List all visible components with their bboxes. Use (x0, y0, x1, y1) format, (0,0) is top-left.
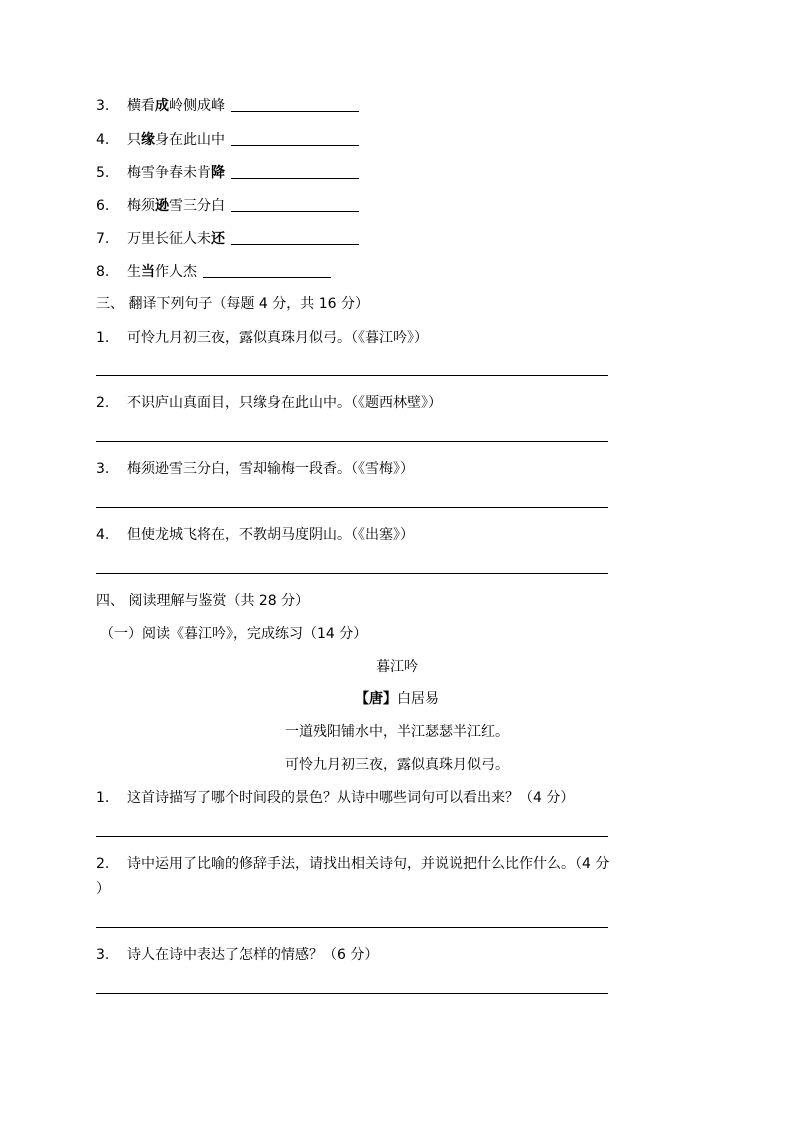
section-title: 三、 翻译下列句子（每题 4 分，共 16 分） (96, 296, 369, 312)
item-number: 6. (96, 198, 110, 214)
subsection-title: （一）阅读《暮江吟》，完成练习（14 分） (100, 626, 368, 642)
poem-title: 暮江吟 (376, 659, 418, 675)
item-text: 不识庐山真面目，只缘身在此山中。（《题西林壁》） (127, 395, 442, 411)
item-text: 但使龙城飞将在，不教胡马度阴山。（《出塞》） (127, 527, 414, 543)
answer-blank[interactable] (231, 164, 359, 179)
answer-blank[interactable] (231, 131, 359, 146)
item-text: 梅须逊雪三分白 (127, 196, 359, 216)
item-number: 2. (96, 856, 110, 872)
item-number: 2. (96, 395, 110, 411)
item-text: 诗人在诗中表达了怎样的情感？（6 分） (127, 947, 379, 963)
item-number: 3. (96, 947, 110, 963)
item-number: 1. (96, 790, 110, 806)
key-char: 当 (141, 264, 155, 280)
answer-line[interactable] (96, 927, 608, 928)
section-title: 四、 阅读理解与鉴赏（共 28 分） (96, 593, 310, 609)
answer-line[interactable] (96, 507, 608, 508)
item-text: 万里长征人未还 (127, 229, 359, 249)
item-text: 诗中运用了比喻的修辞手法，请找出相关诗句，并说说把什么比作什么。（4 分 (127, 856, 610, 872)
item-number: 8. (96, 264, 110, 280)
item-text: 这首诗描写了哪个时间段的景色？从诗中哪些词句可以看出来？（4 分） (127, 790, 575, 806)
answer-blank[interactable] (231, 97, 359, 112)
item-number: 4. (96, 527, 110, 543)
item-text: 梅雪争春未肯降 (127, 163, 359, 183)
answer-line[interactable] (96, 441, 608, 442)
key-char: 还 (211, 231, 225, 247)
poem-line: 一道残阳铺水中，半江瑟瑟半江红。 (285, 724, 509, 740)
key-char: 成 (155, 98, 169, 114)
answer-blank[interactable] (231, 230, 359, 245)
key-char: 降 (211, 165, 225, 181)
key-char: 缘 (141, 132, 155, 148)
item-text: 生当作人杰 (127, 262, 331, 282)
key-char: 逊 (155, 198, 169, 214)
poem-author: 【唐】白居易 (355, 691, 439, 707)
answer-line[interactable] (96, 836, 608, 837)
item-text: 横看成岭侧成峰 (127, 96, 359, 116)
answer-blank[interactable] (203, 263, 331, 278)
item-number: 1. (96, 330, 110, 346)
item-text-continued: ） (96, 881, 110, 897)
item-number: 3. (96, 461, 110, 477)
item-text: 只缘身在此山中 (127, 130, 359, 150)
item-number: 4. (96, 132, 110, 148)
answer-line[interactable] (96, 375, 608, 376)
item-number: 3. (96, 98, 110, 114)
item-number: 5. (96, 165, 110, 181)
poem-line: 可怜九月初三夜，露似真珠月似弓。 (285, 757, 509, 773)
item-text: 梅须逊雪三分白，雪却输梅一段香。（《雪梅》） (127, 461, 414, 477)
answer-blank[interactable] (231, 197, 359, 212)
answer-line[interactable] (96, 573, 608, 574)
answer-line[interactable] (96, 993, 608, 994)
item-text: 可怜九月初三夜，露似真珠月似弓。（《暮江吟》） (127, 330, 428, 346)
item-number: 7. (96, 231, 110, 247)
dynasty-tag: 【唐】 (355, 691, 397, 707)
